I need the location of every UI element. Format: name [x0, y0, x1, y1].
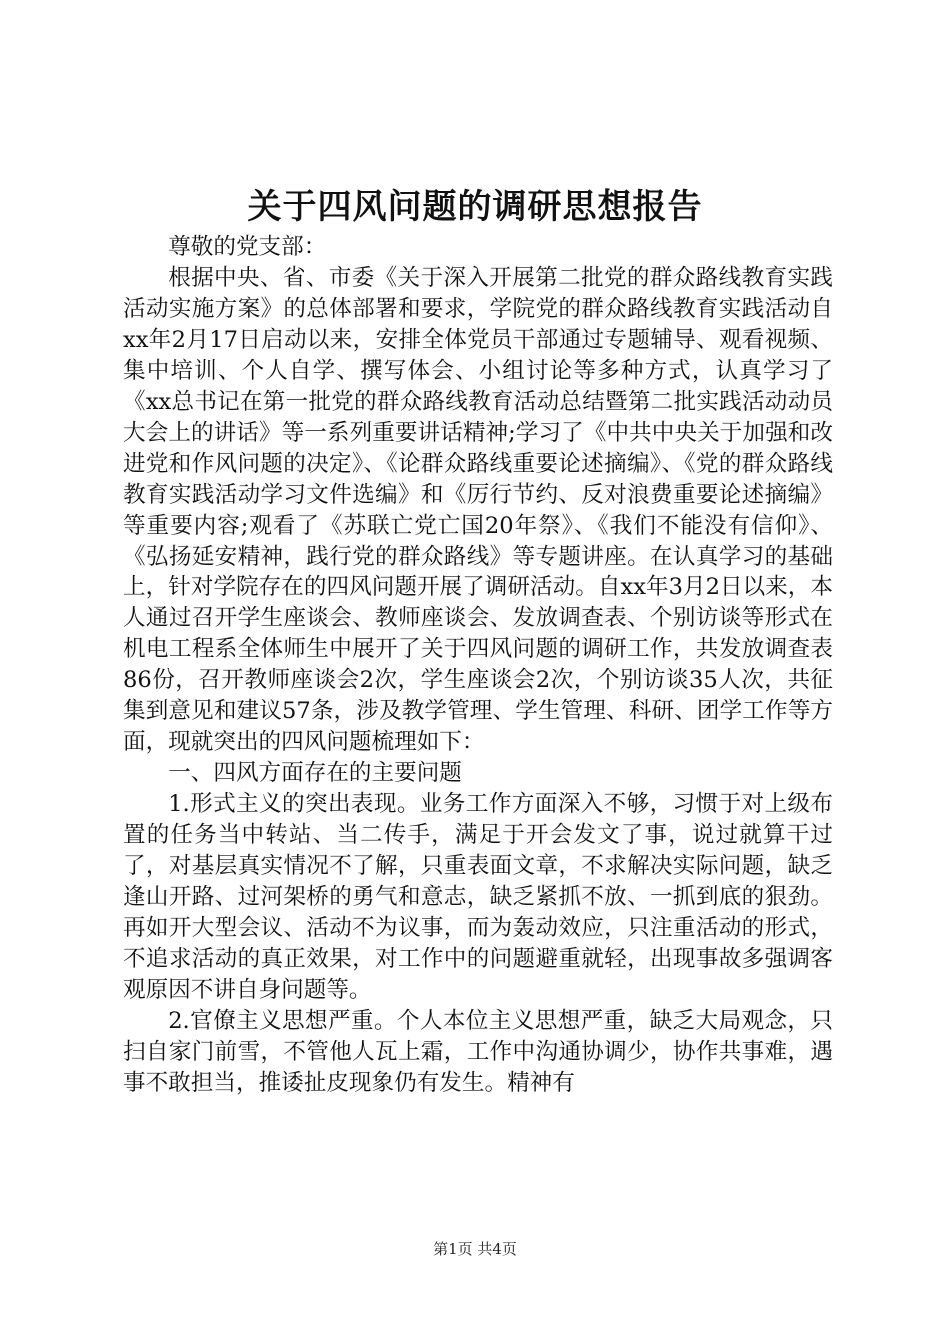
section-heading: 一、四风方面存在的主要问题: [168, 760, 462, 787]
page-number-footer: 第1页 共4页: [433, 1240, 517, 1258]
document-body: [123, 232, 833, 1099]
document-title: 关于四风问题的调研思想报告: [247, 187, 703, 227]
paragraph-formalism: 1.形式主义的突出表现。业务工作方面深入不够，习惯于对上级布置的任务当中转站、当二传手，满足于开会发文了事，说过就算干过了，对基层真实情况不了解，只重表面文章，不求解决实际问题，缺乏逢山开路、过河架桥的勇气和意志，缺乏紧抓不放、一抓到底的狠劲。再如开大型会议、活动不为议事，而为轰动效应，只注重活动的形式，不追求活动的真正效果，对工作中的问题避重就轻，出现事故多强调客观原因不讲自身问题等。: [123, 791, 833, 1003]
paragraph-bureaucratism: 2.官僚主义思想严重。个人本位主义思想严重，缺乏大局观念，只扫自家门前雪，不管他人瓦上霜，工作中沟通协调少，协作共事难，遇事不敢担当，推诿扯皮现象仍有发生。精神有: [123, 1007, 833, 1096]
salutation: 尊敬的党支部：: [168, 234, 327, 260]
paragraph-intro: 根据中央、省、市委《关于深入开展第二批党的群众路线教育实践活动实施方案》的总体部署和要求，学院党的群众路线教育实践活动自xx年2月17日启动以来，安排全体党员干部通过专题辅导、观看视频、集中培训、个人自学、撰写体会、小组讨论等多种方式，认真学习了《xx总书记在第一批党的群众路线教育活动总结暨第二批实践活动动员大会上的讲话》等一系列重要讲话精神;学习了《中共中央关于加强和改进党和作风问题的决定》、《论群众路线重要论述摘编》、《党的群众路线教育实践活动学习文件选编》和《厉行节约、反对浪费重要论述摘编》等重要内容;观看了《苏联亡党亡国20年祭》、《我们不能没有信仰》、《弘扬延安精神，践行党的群众路线》等专题讲座。在认真学习的基础上，针对学院存在的四风问题开展了调研活动。自xx年3月2日以来，本人通过召开学生座谈会、教师座谈会、发放调查表、个别访谈等形式在机电工程系全体师生中展开了关于四风问题的调研工作，共发放调查表86份，召开教师座谈会2次，学生座谈会2次，个别访谈35人次，共征集到意见和建议57条，涉及教学管理、学生管理、科研、团学工作等方面，现就突出的四风问题梳理如下：: [123, 264, 833, 756]
